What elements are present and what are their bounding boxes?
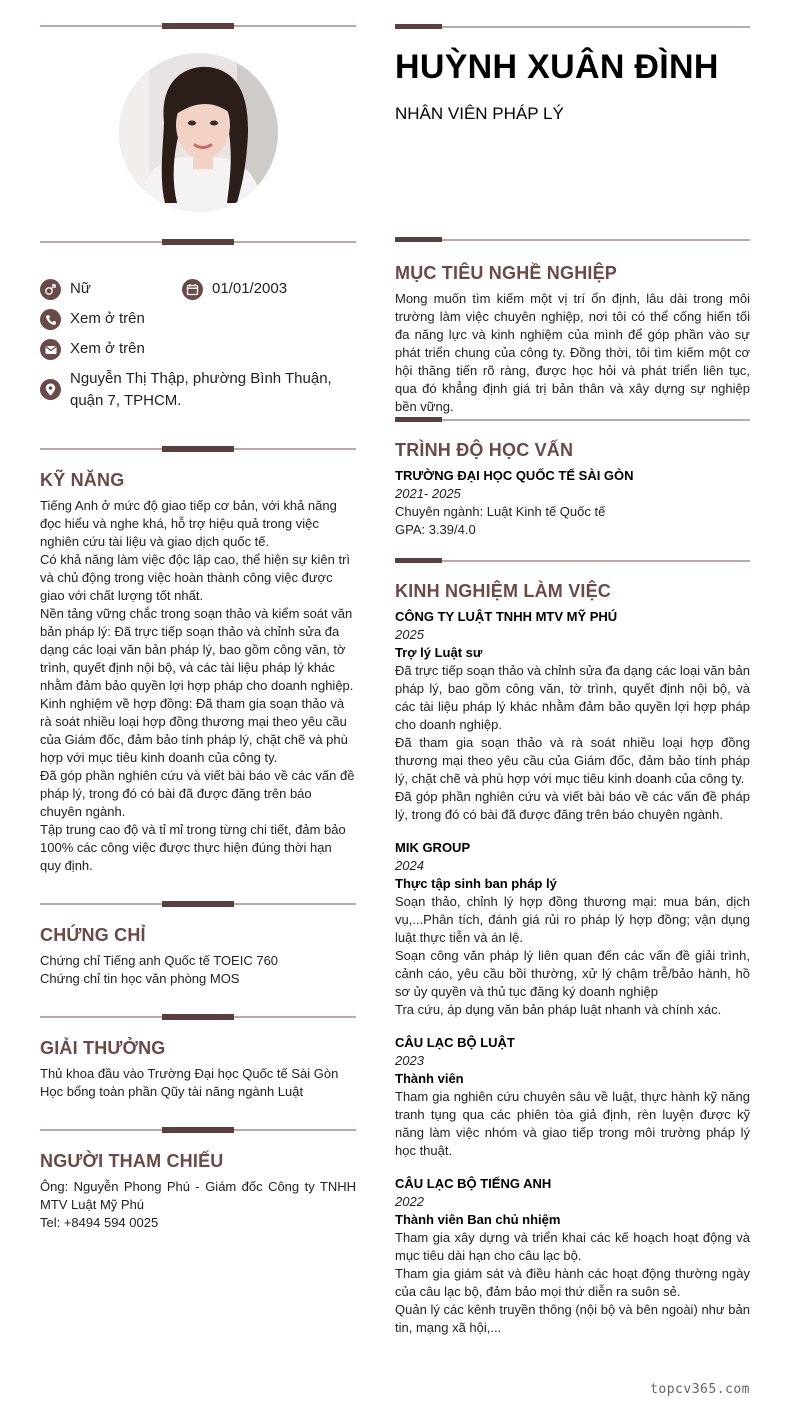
section-divider [40, 20, 356, 32]
experience-role: Thực tập sinh ban pháp lý [395, 876, 557, 891]
experience-year: 2023 [395, 1053, 424, 1068]
education-entry [395, 467, 750, 539]
objective-title: MỤC TIÊU NGHỀ NGHIỆP [395, 263, 618, 283]
section-divider [40, 1011, 356, 1023]
awards-list [40, 1065, 356, 1101]
calendar-icon [182, 279, 203, 300]
section-divider [395, 555, 750, 567]
gender-icon [40, 279, 61, 300]
birthday-text: 01/01/2003 [212, 280, 288, 297]
email-item [40, 338, 145, 360]
phone-item [40, 308, 145, 330]
section-divider [40, 236, 356, 248]
experience-desc: Đã góp phần nghiên cứu và viết bài báo về các vấn đề pháp lý, trong đó có bài đã được đăng trên báo chuyên ngành. [395, 789, 750, 822]
experience-entry [395, 1175, 750, 1337]
job-position: NHÂN VIÊN PHÁP LÝ [395, 104, 564, 123]
experience-desc: Tham gia giám sát và điều hành các hoạt động thường ngày của câu lạc bộ, đảm bảo mọi thứ diễn ra suôn sẻ. [395, 1266, 750, 1299]
experience-org: MIK GROUP [395, 840, 471, 855]
skill-item: Nền tảng vững chắc trong soạn thảo và kiểm soát văn bản pháp lý: Đã trực tiếp soạn thảo và chỉnh sửa đa dạng các loại văn bản pháp lý, bao gồm công văn, tờ trình, quyết định nội bộ, và các tài liệu pháp lý khác nhằm đảm bảo quyền lợi hợp pháp cho doanh nghiệp. [40, 606, 354, 693]
education-title: TRÌNH ĐỘ HỌC VẤN [395, 440, 574, 460]
full-name: HUỲNH XUÂN ĐÌNH [395, 48, 719, 86]
experience-desc: Đã trực tiếp soạn thảo và chỉnh sửa đa dạng các loại văn bản pháp lý, bao gồm công văn, tờ trình, quyết định nội bộ, và các tài liệu pháp lý khác nhằm đảm bảo quyền lợi hợp pháp cho doanh nghiệp. [395, 663, 750, 732]
experience-entry [395, 1034, 750, 1160]
education-years: 2021- 2025 [395, 486, 461, 501]
education-major: Chuyên ngành: Luật Kinh tế Quốc tế [395, 504, 606, 519]
experience-desc: Tham gia xây dựng và triển khai các kế hoạch hoạt động và mục tiêu dài hạn cho câu lạc bộ. [395, 1230, 750, 1263]
phone-text: Xem ở trên [70, 310, 145, 327]
section-divider [40, 443, 356, 455]
email-text: Xem ở trên [70, 340, 145, 357]
reference-phone: Tel: +8494 594 0025 [40, 1215, 159, 1230]
skill-item: Kinh nghiệm về hợp đồng: Đã tham gia soạn thảo và rà soát nhiều loại hợp đồng thương mại theo yêu cầu của Giám đốc, đảm bảo tính pháp lý, chặt chẽ và phù hợp với mục tiêu kinh doanh của công ty. [40, 696, 348, 765]
experience-entry [395, 839, 750, 1019]
experience-desc: Soạn công văn pháp lý liên quan đến các vấn đề giải trình, cảnh cáo, yêu cầu bồi thường, xử lý chậm trễ/bảo hành, hồ sơ ủy quyền và thủ tục đăng ký doanh nghiệp [395, 948, 750, 999]
email-icon [40, 339, 61, 360]
awards-title: GIẢI THƯỞNG [40, 1038, 166, 1058]
watermark-footer: topcv365.com [650, 1382, 750, 1397]
experience-entry [395, 608, 750, 824]
experience-year: 2022 [395, 1194, 424, 1209]
address-item [40, 368, 340, 412]
experience-desc: Tham gia nghiên cứu chuyên sâu về luật, thực hành kỹ năng tranh tụng qua các phiên tòa giả định, rèn luyện được kỹ năng làm việc nhóm và giao tiếp trong môi trường pháp lý học thuật. [395, 1089, 750, 1158]
education-gpa: GPA: 3.39/4.0 [395, 522, 476, 537]
skill-item: Đã góp phần nghiên cứu và viết bài báo về các vấn đề pháp lý, trong đó có bài đã được đăng trên báo chuyên ngành. [40, 768, 355, 819]
skills-title: KỸ NĂNG [40, 470, 125, 490]
experience-desc: Soạn thảo, chỉnh lý hợp đồng thương mại: mua bán, dịch vụ,...Phân tích, đánh giá rủi ro pháp lý hợp đồng; vận dụng luật thực tiễn và án lệ. [395, 894, 750, 945]
objective-text: Mong muốn tìm kiếm một vị trí ổn định, lâu dài trong môi trường làm việc chuyên nghiệp, nơi tôi có thể cống hiến tối đa năng lực và kinh nghiệm của mình để góp phần vào sự phát triển chung của công ty. Đồng thời, tôi tìm kiếm một cơ hội thăng tiến rõ ràng, được học hỏi và phát triển liên tục, qua đó khẳng định giá trị bản thân và xây dựng sự nghiệp bền vững. [395, 291, 750, 414]
experience-year: 2024 [395, 858, 424, 873]
skills-list [40, 497, 356, 875]
school-name: TRƯỜNG ĐẠI HỌC QUỐC TẾ SÀI GÒN [395, 468, 634, 483]
birthday-item [182, 278, 287, 300]
avatar [119, 53, 278, 212]
location-pin-icon [40, 379, 61, 400]
gender-text: Nữ [70, 280, 91, 297]
references-list [40, 1178, 356, 1232]
section-divider [395, 234, 750, 246]
certificates-list [40, 952, 356, 988]
skill-item: Tiếng Anh ở mức độ giao tiếp cơ bản, với khả năng đọc hiểu và nghe khá, hỗ trợ hiệu quả trong việc nghiên cứu tài liệu và giao dịch quốc tế. [40, 498, 337, 549]
experience-role: Thành viên [395, 1071, 464, 1086]
gender-item [40, 278, 91, 300]
portrait-photo [119, 53, 278, 212]
section-divider [395, 414, 750, 426]
skill-item: Có khả năng làm việc độc lập cao, thể hiện sự kiên trì và chủ động trong việc hoàn thành công việc được giao với chất lượng tốt nhất. [40, 552, 351, 603]
experience-desc: Đã tham gia soạn thảo và rà soát nhiều loại hợp đồng thương mại theo yêu cầu của Giám đốc, đảm bảo tính pháp lý, chặt chẽ và phù hợp với mục tiêu kinh doanh của công ty. [395, 735, 750, 786]
experience-org: CÂU LẠC BỘ LUẬT [395, 1035, 515, 1050]
phone-icon [40, 309, 61, 330]
reference-item: Ông: Nguyễn Phong Phú - Giám đốc Công ty TNHH MTV Luật Mỹ Phú [40, 1179, 356, 1212]
section-divider [395, 21, 750, 33]
skill-item: Tập trung cao độ và tỉ mỉ trong từng chi tiết, đảm bảo 100% các công việc được thực hiện đúng thời hạn quy định. [40, 822, 346, 873]
experience-org: CÔNG TY LUẬT TNHH MTV MỸ PHÚ [395, 609, 618, 624]
certificates-title: CHỨNG CHỈ [40, 925, 146, 945]
section-divider [40, 1124, 356, 1136]
experience-year: 2025 [395, 627, 424, 642]
experience-role: Thành viên Ban chủ nhiệm [395, 1212, 561, 1227]
experience-org: CÂU LẠC BỘ TIẾNG ANH [395, 1176, 552, 1191]
certificate-item: Chứng chỉ Tiếng anh Quốc tế TOEIC 760 [40, 953, 279, 968]
experience-desc: Quản lý các kênh truyền thông (nội bộ và bên ngoài) như bản tin, mạng xã hội,... [395, 1302, 750, 1335]
experience-title: KINH NGHIỆM LÀM VIỆC [395, 581, 612, 601]
references-title: NGƯỜI THAM CHIẾU [40, 1151, 224, 1171]
award-item: Thủ khoa đầu vào Trường Đại học Quốc tế Sài Gòn [40, 1066, 339, 1081]
certificate-item: Chứng chỉ tin học văn phòng MOS [40, 971, 240, 986]
experience-desc: Tra cứu, áp dụng văn bản pháp luật nhanh và chính xác. [395, 1002, 722, 1017]
address-text: Nguyễn Thị Thập, phường Bình Thuận, quận 7, TPHCM. [70, 370, 332, 409]
experience-role: Trợ lý Luật sư [395, 645, 483, 660]
section-divider [40, 898, 356, 910]
award-item: Học bổng toàn phần Qũy tài năng ngành Luật [40, 1084, 304, 1099]
